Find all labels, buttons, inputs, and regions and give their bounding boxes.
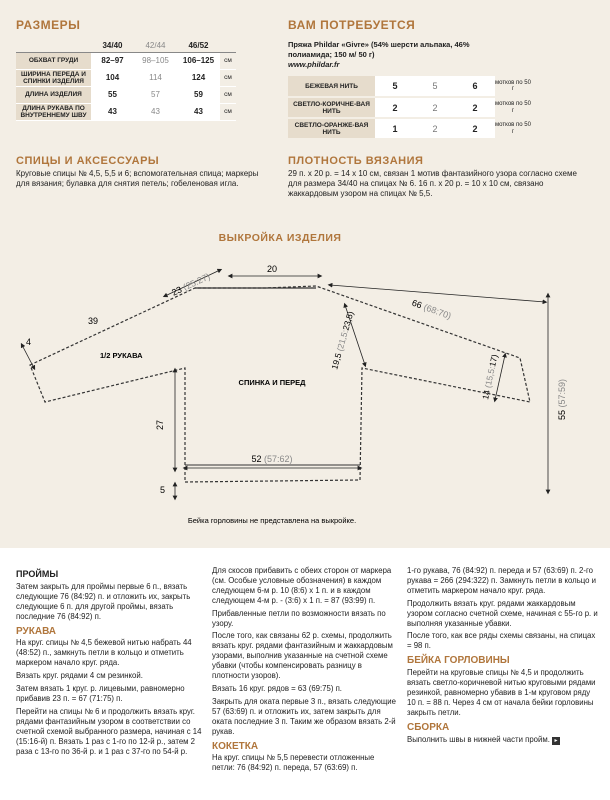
sizes-title: РАЗМЕРЫ	[16, 18, 81, 32]
yoke-heading: КОКЕТКА	[212, 740, 259, 752]
raglan-left-label: 23 (25:27)	[170, 271, 212, 298]
materials-title: ВАМ ПОТРЕБУЕТСЯ	[288, 18, 416, 32]
width-label: 52 (57:62)	[251, 454, 293, 464]
yarn-row-beige: БЕЖЕВАЯ НИТЬ 5 5 6 мотков по 50 г	[288, 76, 531, 97]
yarn-table	[288, 76, 531, 140]
continue-arrow-icon: ▸	[552, 737, 560, 745]
yoke-depth-label: 19,5 (21,5:23,5)	[329, 310, 356, 371]
sizes-table	[16, 40, 236, 121]
website-link: www.phildar.fr	[288, 60, 340, 69]
size-row-length: ДЛИНА ИЗДЕЛИЯ 55 57 59 см	[16, 86, 236, 103]
neckband-heading: БЕЙКА ГОРЛОВИНЫ	[407, 655, 510, 667]
raglan-right-dim	[330, 285, 545, 302]
instructions-col-1: ПРОЙМЫ Затем закрыть для проймы первые 6 п., вязать следующие 76 (84:92) п. и отложить их, закрыть следующие 6 п. для другой проймы, вязать последние 76 (84:92) п. РУКАВА На круг. спицы № 4,5 бежевой нитью набрать 44 (48:52) п., замкнуть петли в кольцо и отметить маркером начало круг. ряда. Вязать круг. рядами 4 см резинкой. Затем вязать 1 круг. р. лицевыми, равномерно прибавив 23 п. = 67 (71:75) п. Перейти на спицы № 6 и продолжить вязать круг. рядами фантазийным узором в соответствии со счетной схемой выбранного размера, начиная с 14 (15:16-й) п. Вязать 1 раз с 1-го по 12-й р., затем 2 раза с 13-го по 36-й р. и 1 раз с 37-го по 54-й р.	[16, 570, 204, 759]
instructions-col-2: Для скосов прибавить с обеих сторон от маркера (см. Особые условные обозначения) в каждом следующем 6-м р. 10 (8:6) х 1 п. и в каждом следующем 4-м р. - (3:6) х 1 п. = 87 (93:99) п. Прибавленные петли по возможности вязать по узору. После того, как связаны 62 р. схемы, продолжить вязать круг. рядами фантазийным и жаккардовым узорами, выполнив указанные на счетной схеме убавки (чтобы компенсировать разницу в плотности узоров). Вязать 16 круг. рядов = 63 (69:75) п. Закрыть для оката первые 3 п., вязать следующие 57 (63:69) п. и отложить их, затем закрыть для оката последние 3 п. Таким же образом вязать 2-й рукав. КОКЕТКА На круг. спицы № 5,5 перевести отложенные петли: 76 (84:92) п. переда, 57 (63:69) п.	[212, 566, 398, 776]
needles-title: СПИЦЫ И АКСЕССУАРЫ	[16, 155, 160, 167]
size-header-3: 46/52	[177, 40, 220, 52]
gauge-title: ПЛОТНОСТЬ ВЯЗАНИЯ	[288, 155, 424, 167]
diagram-note: Бейка горловины не представлена на выкройке.	[187, 516, 357, 525]
needles-text: Круговые спицы № 4,5, 5,5 и 6; вспомогательная спица; маркеры для вязания; булавка для снятия петель; гобеленовая игла.	[16, 169, 259, 188]
sleeve-length-left-label: 39	[88, 316, 99, 326]
diagram-title: ВЫКРОЙКА ИЗДЕЛИЯ	[218, 232, 342, 244]
yarn-row-brown: СВЕТЛО-КОРИЧНЕ-ВАЯ НИТЬ 2 2 2 мотков по 50 г	[288, 97, 531, 118]
yarn-row-orange: СВЕТЛО-ОРАНЖЕ-ВАЯ НИТЬ 1 2 2 мотков по 50 г	[288, 118, 531, 139]
length-label: 55 (57:59)	[557, 378, 567, 420]
body-label: СПИНКА И ПЕРЕД	[238, 378, 306, 387]
size-row-width: ШИРИНА ПЕРЕДА И СПИНКИ ИЗДЕЛИЯ 104 114 124 см	[16, 69, 236, 86]
sleeves-heading: РУКАВА	[16, 625, 57, 637]
size-row-chest: ОБХВАТ ГРУДИ 82–97 98–105 106–125 см	[16, 52, 236, 69]
size-header-2: 42/44	[134, 40, 177, 52]
instructions-col-3: 1-го рукава, 76 (84:92) п. переда и 57 (63:69) п. 2-го рукава = 266 (294:322) п. Замкнуть петли в кольцо и отметить маркером начало круг. ряда. Продолжить вязать круг. рядами жаккардовым узором согласно счетной схеме, начиная с 55-го р. и выполняя указанные убавки. После того, как все ряды схемы связаны, на спицах = 98 п. БЕЙКА ГОРЛОВИНЫ Перейти на круговые спицы № 4,5 и продолжить вязать светло-коричневой нитью круговыми рядами резинкой, равномерно убавив в 1-м круговом ряду 10 п. = 88 п. Через 4 см от начала бейки горловины закрыть петли. СБОРКА Выполнить швы в нижней части пройм. ▸	[407, 566, 598, 744]
sleeve-label: 1/2 РУКАВА	[100, 351, 143, 360]
assembly-heading: СБОРКА	[407, 721, 450, 733]
neck-dim-label: 20	[266, 264, 278, 274]
armholes-heading: ПРОЙМЫ	[16, 569, 59, 579]
side-label: 27	[155, 419, 165, 430]
hem-label: 5	[160, 485, 166, 495]
gauge-text: 29 п. х 20 р. = 14 х 10 см, связан 1 мотив фантазийного узора согласно схеме для размера 34/40 на спицах № 6. 16 п. х 20 р. = 10 х 10 см, связано жаккардовым узором на спицах № 5,5.	[288, 169, 577, 198]
cuff-left-label: 4	[26, 337, 32, 347]
yarn-description: Пряжа Phildar «Givre» (54% шерсти альпака, 46% полиамида; 150 м/ 50 г) www.phildar.fr	[288, 40, 588, 70]
raglan-right-label: 66 (68:70)	[410, 297, 453, 322]
size-row-sleeve: ДЛИНА РУКАВА ПО ВНУТРЕННЕМУ ШВУ 43 43 43 см	[16, 103, 236, 120]
size-header-1: 34/40	[91, 40, 134, 52]
sleeve-width-label: 14 (15,5:17)	[480, 353, 500, 401]
pattern-diagram	[0, 250, 610, 540]
cuff-dim	[22, 345, 34, 368]
